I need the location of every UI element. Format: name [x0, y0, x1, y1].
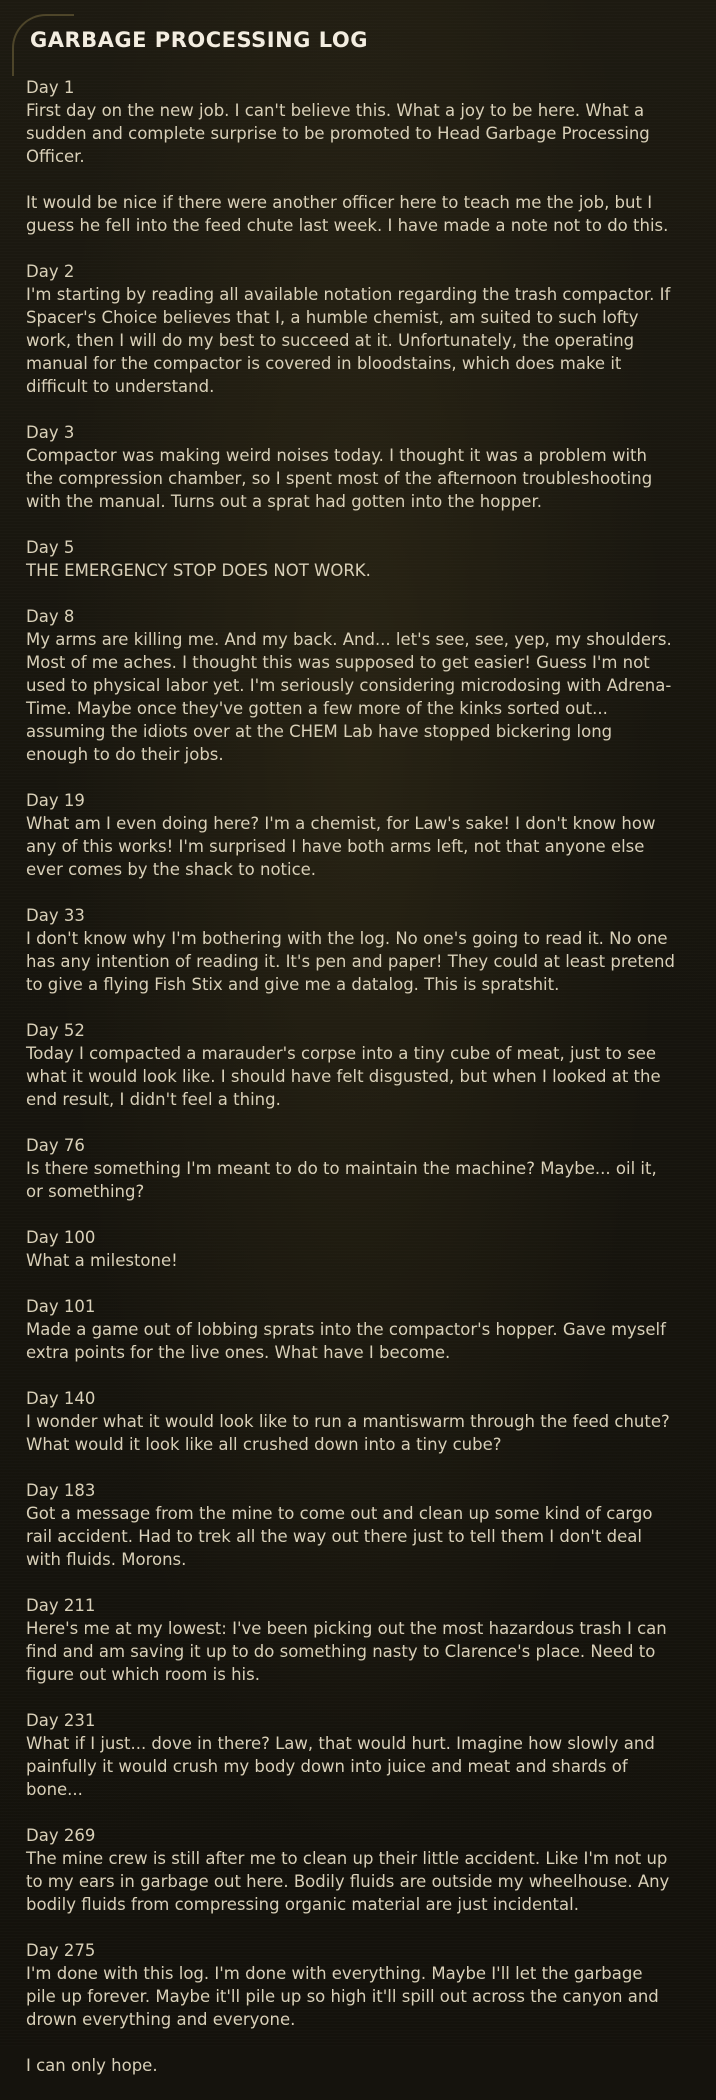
entry-text: What am I even doing here? I'm a chemist, for Law's sake! I don't know how any of this works! I'm surprised I have both arms left, not that anyone else ever comes by the shack to notice.: [26, 814, 656, 879]
log-entry: [26, 1824, 676, 1916]
entry-day-label: Day 52: [26, 1021, 85, 1040]
log-entry: [26, 605, 676, 766]
entry-day-label: Day 101: [26, 1297, 96, 1316]
entry-day-label: Day 19: [26, 791, 85, 810]
entry-day-label: Day 5: [26, 538, 75, 557]
entry-text: The mine crew is still after me to clean up their little accident. Like I'm not up to my ears in garbage out here. Bodily fluids are outside my wheelhouse. Any bodily fluids from compressing organic material are just incidental.: [26, 1849, 670, 1914]
log-entry: [26, 1295, 676, 1364]
log-entry: [26, 789, 676, 881]
entry-day-label: Day 33: [26, 906, 85, 925]
entry-text: THE EMERGENCY STOP DOES NOT WORK.: [26, 561, 371, 580]
entry-text: I can only hope.: [26, 2056, 158, 2075]
entry-text: I'm starting by reading all available notation regarding the trash compactor. If Spacer's Choice believes that I, a humble chemist, am suited to such lofty work, then I will do my best to succeed at it. Unfortunately, the operating manual for the compactor is covered in bloodstains, which does make it difficult to understand.: [26, 285, 671, 396]
log-entry: [26, 1387, 676, 1456]
log-entry: [26, 1709, 676, 1801]
entry-day-label: Day 140: [26, 1389, 96, 1408]
entry-text: Compactor was making weird noises today. I thought it was a problem with the compression chamber, so I spent most of the afternoon troubleshooting with the manual. Turns out a sprat had gotten into the hopper.: [26, 446, 653, 511]
entry-text: Here's me at my lowest: I've been picking out the most hazardous trash I can find and am saving it up to do something nasty to Clarence's place. Need to figure out which room is his.: [26, 1619, 667, 1684]
entry-text: Today I compacted a marauder's corpse into a tiny cube of meat, just to see what it would look like. I should have felt disgusted, but when I looked at the end result, I didn't feel a thing.: [26, 1044, 661, 1109]
log-entry: [26, 536, 676, 582]
log-header: [0, 0, 716, 88]
entry-text: I'm done with this log. I'm done with everything. Maybe I'll let the garbage pile up forever. Maybe it'll pile up so high it'll spill out across the canyon and drown everything and everyone.: [26, 1964, 659, 2029]
entry-day-label: Day 183: [26, 1481, 96, 1500]
log-entry: [26, 1594, 676, 1686]
entry-day-label: Day 76: [26, 1136, 85, 1155]
entry-day-label: Day 211: [26, 1596, 96, 1615]
log-entry: [26, 421, 676, 513]
log-entry: [26, 260, 676, 398]
entry-text: It would be nice if there were another officer here to teach me the job, but I guess he fell into the feed chute last week. I have made a note not to do this.: [26, 193, 669, 235]
entry-day-label: Day 269: [26, 1826, 96, 1845]
entry-day-label: Day 231: [26, 1711, 96, 1730]
entry-text: My arms are killing me. And my back. And... let's see, see, yep, my shoulders. Most of me aches. I thought this was supposed to get easier! Guess I'm not used to physical labor yet. I'm seriously considering microdosing with Adrena-Time. Maybe once they've gotten a few more of the kinks sorted out... assuming the idiots over at the CHEM Lab have stopped bickering long enough to do their jobs.: [26, 630, 672, 764]
log-entry: [26, 1134, 676, 1203]
log-title: GARBAGE PROCESSING LOG: [30, 28, 368, 52]
entry-day-label: Day 8: [26, 607, 75, 626]
entry-text: What if I just... dove in there? Law, that would hurt. Imagine how slowly and painfully it would crush my body down into juice and meat and shards of bone...: [26, 1734, 655, 1799]
entry-text: First day on the new job. I can't believe this. What a joy to be here. What a sudden and complete surprise to be promoted to Head Garbage Processing Officer.: [26, 101, 650, 166]
entry-text: Is there something I'm meant to do to maintain the machine? Maybe... oil it, or something?: [26, 1159, 657, 1201]
entry-text: I wonder what it would look like to run a mantiswarm through the feed chute? What would it look like all crushed down into a tiny cube?: [26, 1412, 670, 1454]
log-body[interactable]: [26, 76, 676, 2100]
entry-day-label: Day 1: [26, 78, 75, 97]
entry-text: I don't know why I'm bothering with the log. No one's going to read it. No one has any intention of reading it. It's pen and paper! They could at least pretend to give a flying Fish Stix and give me a datalog. This is spratshit.: [26, 929, 675, 994]
log-entry: [26, 76, 676, 237]
log-entry: [26, 1226, 676, 1272]
entry-day-label: Day 3: [26, 423, 75, 442]
entry-text: Got a message from the mine to come out and clean up some kind of cargo rail accident. Had to trek all the way out there just to tell them I don't deal with fluids. Morons.: [26, 1504, 653, 1569]
entry-day-label: Day 2: [26, 262, 75, 281]
entry-day-label: Day 100: [26, 1228, 96, 1247]
entry-day-label: Day 275: [26, 1941, 96, 1960]
entry-text: What a milestone!: [26, 1251, 178, 1270]
log-entry: [26, 904, 676, 996]
log-entry: [26, 1939, 676, 2077]
entry-text: Made a game out of lobbing sprats into the compactor's hopper. Gave myself extra points for the live ones. What have I become.: [26, 1320, 666, 1362]
log-entry: [26, 1019, 676, 1111]
log-entry: [26, 1479, 676, 1571]
